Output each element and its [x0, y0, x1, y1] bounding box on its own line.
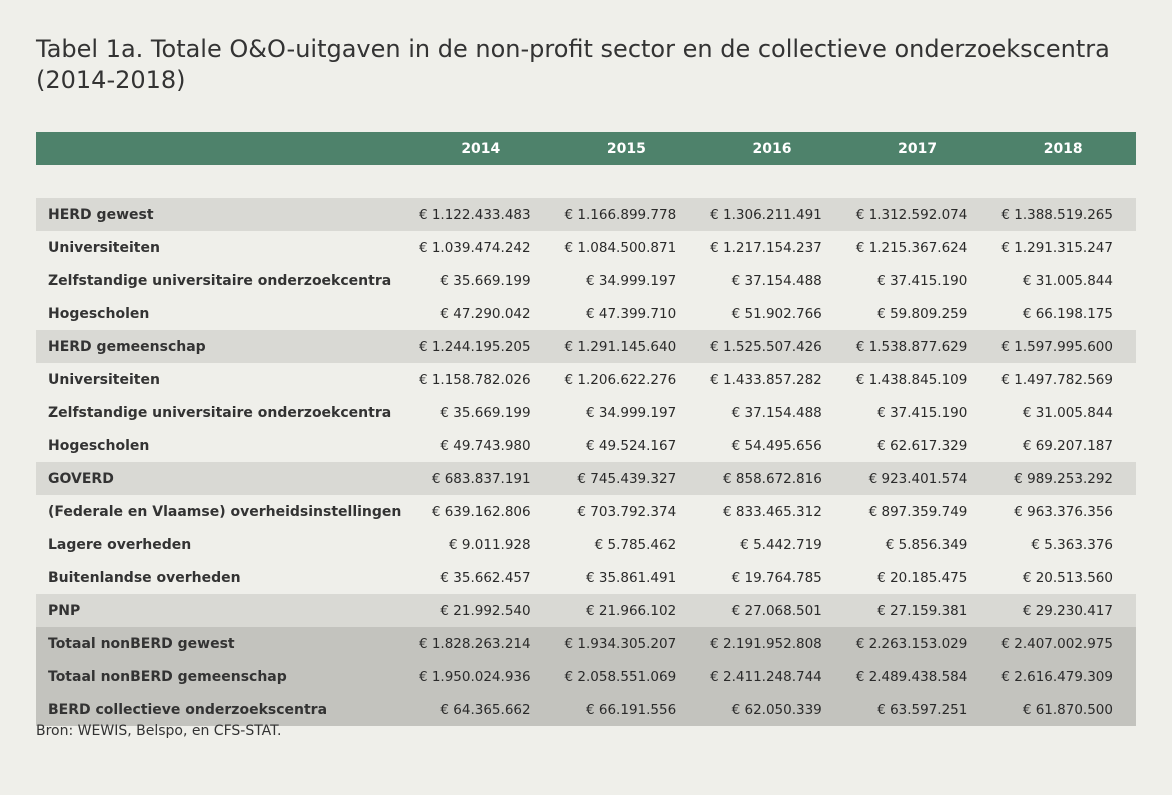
table-body: [36, 165, 1136, 726]
value-cell-2015: € 5.785.462: [594, 536, 677, 553]
header-year-2018: 2018: [1043, 140, 1083, 157]
row-label: (Federale en Vlaamse) overheidsinstellingen: [48, 503, 402, 520]
row-label: HERD gemeenschap: [48, 338, 206, 355]
value-cell-2015: € 745.439.327: [577, 470, 677, 487]
value-cell-2015: € 49.524.167: [586, 437, 677, 454]
row-label: Totaal nonBERD gewest: [48, 635, 235, 652]
value-cell-2014: € 1.950.024.936: [418, 668, 531, 685]
value-cell-2018: € 963.376.356: [1014, 503, 1113, 520]
value-cell-2018: € 31.005.844: [1022, 272, 1113, 289]
value-cell-2014: € 683.837.191: [431, 470, 531, 487]
value-cell-2018: € 1.388.519.265: [1001, 206, 1113, 223]
header-year-2015: 2015: [606, 140, 646, 157]
value-cell-2016: € 51.902.766: [731, 305, 822, 322]
value-cell-2018: € 61.870.500: [1022, 701, 1113, 718]
value-cell-2014: € 9.011.928: [449, 536, 531, 553]
value-cell-2018: € 29.230.417: [1022, 602, 1113, 619]
value-cell-2015: € 34.999.197: [586, 272, 677, 289]
table-row-sub: [36, 561, 1136, 594]
value-cell-2016: € 19.764.785: [731, 569, 822, 586]
value-cell-2017: € 5.856.349: [885, 536, 968, 553]
value-cell-2016: € 5.442.719: [740, 536, 822, 553]
header-year-2016: 2016: [752, 140, 792, 157]
value-cell-2016: € 1.306.211.491: [710, 206, 822, 223]
table-row-total: [36, 660, 1136, 693]
value-cell-2014: € 1.039.474.242: [418, 239, 531, 256]
value-cell-2015: € 1.206.622.276: [564, 371, 677, 388]
value-cell-2014: € 1.244.195.205: [418, 338, 531, 355]
value-cell-2016: € 2.411.248.744: [710, 668, 822, 685]
table-row-sub: [36, 429, 1136, 462]
value-cell-2016: € 37.154.488: [731, 404, 822, 421]
value-cell-2017: € 1.312.592.074: [855, 206, 968, 223]
value-cell-2014: € 1.158.782.026: [418, 371, 531, 388]
table-row-total: [36, 693, 1136, 726]
value-cell-2014: € 47.290.042: [440, 305, 531, 322]
table-row-sub: [36, 396, 1136, 429]
value-cell-2016: € 27.068.501: [731, 602, 822, 619]
value-cell-2017: € 59.809.259: [877, 305, 968, 322]
value-cell-2018: € 2.616.479.309: [1001, 668, 1113, 685]
table-row-sub: [36, 264, 1136, 297]
source-note: Bron: WEWIS, Belspo, en CFS-STAT.: [36, 723, 282, 739]
value-cell-2018: € 66.198.175: [1022, 305, 1113, 322]
value-cell-2018: € 20.513.560: [1022, 569, 1113, 586]
value-cell-2014: € 21.992.540: [440, 602, 531, 619]
value-cell-2015: € 21.966.102: [586, 602, 677, 619]
value-cell-2017: € 2.489.438.584: [855, 668, 968, 685]
value-cell-2016: € 2.191.952.808: [710, 635, 822, 652]
value-cell-2015: € 35.861.491: [586, 569, 677, 586]
value-cell-2018: € 31.005.844: [1022, 404, 1113, 421]
value-cell-2015: € 47.399.710: [586, 305, 677, 322]
value-cell-2014: € 64.365.662: [440, 701, 531, 718]
value-cell-2017: € 1.438.845.109: [855, 371, 968, 388]
row-label: BERD collectieve onderzoekscentra: [48, 701, 328, 718]
row-label: Universiteiten: [48, 239, 160, 256]
value-cell-2015: € 1.084.500.871: [564, 239, 677, 256]
header-year-2014: 2014: [461, 140, 501, 157]
value-cell-2017: € 20.185.475: [877, 569, 968, 586]
table-row-group: [36, 330, 1136, 363]
table-row-total: [36, 627, 1136, 660]
value-cell-2014: € 1.828.263.214: [418, 635, 531, 652]
header-label-cell: [36, 132, 408, 165]
value-cell-2017: € 27.159.381: [877, 602, 968, 619]
row-label: Universiteiten: [48, 371, 160, 388]
value-cell-2014: € 639.162.806: [431, 503, 531, 520]
table-row-group: [36, 594, 1136, 627]
table-row-sub: [36, 363, 1136, 396]
value-cell-2014: € 35.669.199: [440, 272, 531, 289]
value-cell-2016: € 37.154.488: [731, 272, 822, 289]
value-cell-2017: € 923.401.574: [868, 470, 968, 487]
value-cell-2018: € 1.291.315.247: [1001, 239, 1113, 256]
value-cell-2018: € 989.253.292: [1014, 470, 1113, 487]
value-cell-2015: € 34.999.197: [586, 404, 677, 421]
table-row-sub: [36, 231, 1136, 264]
value-cell-2016: € 1.525.507.426: [710, 338, 822, 355]
value-cell-2014: € 35.662.457: [440, 569, 531, 586]
header-year-2017: 2017: [898, 140, 938, 157]
value-cell-2014: € 35.669.199: [440, 404, 531, 421]
row-label: Totaal nonBERD gemeenschap: [48, 668, 287, 685]
value-cell-2015: € 1.166.899.778: [564, 206, 677, 223]
value-cell-2018: € 1.497.782.569: [1001, 371, 1113, 388]
value-cell-2017: € 897.359.749: [868, 503, 968, 520]
value-cell-2015: € 2.058.551.069: [564, 668, 677, 685]
row-label: Hogescholen: [48, 437, 150, 454]
header-gap: [36, 165, 1136, 198]
table-row-sub: [36, 495, 1136, 528]
row-label: Zelfstandige universitaire onderzoekcentra: [48, 404, 392, 421]
value-cell-2015: € 1.934.305.207: [564, 635, 677, 652]
value-cell-2014: € 49.743.980: [440, 437, 531, 454]
value-cell-2016: € 833.465.312: [723, 503, 822, 520]
table-row-group: [36, 462, 1136, 495]
value-cell-2016: € 54.495.656: [731, 437, 822, 454]
value-cell-2016: € 1.433.857.282: [710, 371, 822, 388]
value-cell-2018: € 5.363.376: [1031, 536, 1113, 553]
value-cell-2017: € 1.538.877.629: [855, 338, 968, 355]
value-cell-2017: € 63.597.251: [877, 701, 968, 718]
value-cell-2016: € 858.672.816: [723, 470, 822, 487]
value-cell-2016: € 62.050.339: [731, 701, 822, 718]
value-cell-2018: € 2.407.002.975: [1001, 635, 1113, 652]
value-cell-2017: € 2.263.153.029: [855, 635, 968, 652]
expenditure-table: [36, 132, 1136, 726]
row-label: Hogescholen: [48, 305, 150, 322]
row-label: HERD gewest: [48, 206, 154, 223]
value-cell-2015: € 66.191.556: [586, 701, 677, 718]
value-cell-2017: € 37.415.190: [877, 272, 968, 289]
value-cell-2018: € 1.597.995.600: [1001, 338, 1113, 355]
row-label: PNP: [48, 602, 81, 619]
value-cell-2017: € 37.415.190: [877, 404, 968, 421]
row-label: Buitenlandse overheden: [48, 569, 241, 586]
value-cell-2017: € 62.617.329: [877, 437, 968, 454]
table-row-group: [36, 198, 1136, 231]
value-cell-2015: € 703.792.374: [577, 503, 677, 520]
table-title: Tabel 1a. Totale O&O-uitgaven in de non-profit sector en de collectieve onderzoekscentra (2014-2018): [36, 35, 1110, 94]
value-cell-2018: € 69.207.187: [1022, 437, 1113, 454]
row-label: Zelfstandige universitaire onderzoekcentra: [48, 272, 392, 289]
table-row-sub: [36, 528, 1136, 561]
row-label: GOVERD: [48, 470, 114, 487]
table-header-row: [36, 132, 1136, 165]
value-cell-2014: € 1.122.433.483: [418, 206, 531, 223]
value-cell-2017: € 1.215.367.624: [855, 239, 968, 256]
table-row-sub: [36, 297, 1136, 330]
value-cell-2016: € 1.217.154.237: [710, 239, 822, 256]
row-label: Lagere overheden: [48, 536, 192, 553]
value-cell-2015: € 1.291.145.640: [564, 338, 677, 355]
